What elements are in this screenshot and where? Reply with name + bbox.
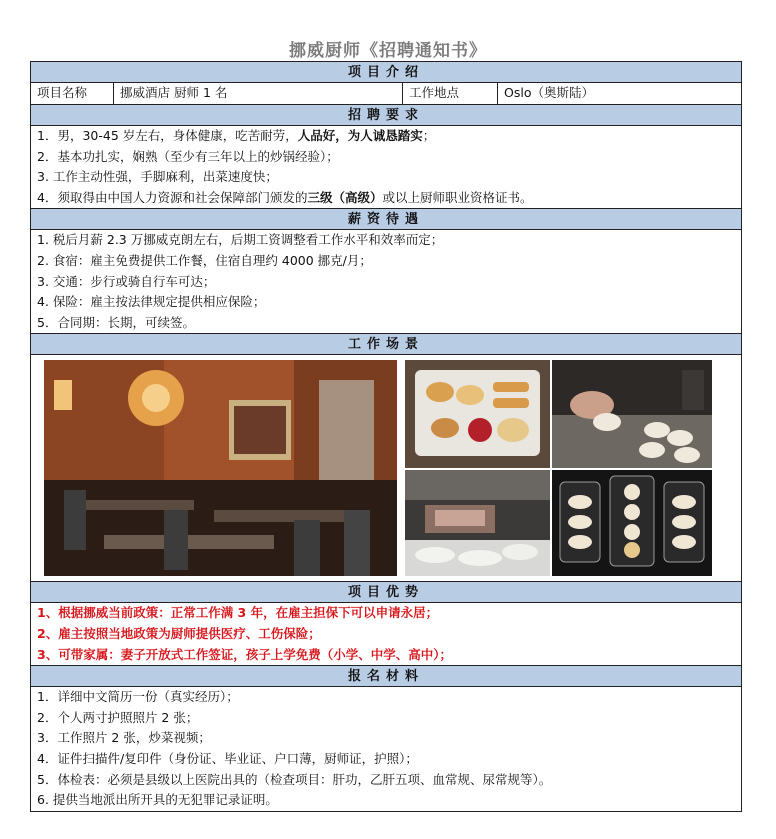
requirement-4-text: 4．须取得由中国人力资源和社会保障部门颁发的 <box>37 189 308 205</box>
section-header-scene: 工作场景 <box>31 334 741 355</box>
section-header-materials: 报名材料 <box>31 666 741 687</box>
section-header-requirements: 招聘要求 <box>31 105 741 126</box>
dumpling-tray-photo <box>405 360 550 468</box>
section-header-advantages: 项目优势 <box>31 582 741 603</box>
project-name-label: 项目名称 <box>37 85 88 100</box>
advantage-item: 2、雇主按照当地政策为厨师提供医疗、工伤保险； <box>37 625 321 641</box>
salary-item: 3. 交通：步行或骑自行车可达； <box>37 273 216 289</box>
materials-list <box>31 687 741 811</box>
material-item: 2．个人两寸护照照片 2 张； <box>37 709 199 725</box>
advantage-item: 1、根据挪威当前政策：正常工作满 3 年，在雇主担保下可以申请永居； <box>37 605 439 621</box>
restaurant-interior-photo <box>44 360 397 576</box>
material-item: 6. 提供当地派出所开具的无犯罪记录证明。 <box>37 792 278 808</box>
advantages-list <box>31 603 741 666</box>
material-item: 4．证件扫描件/复印件（身份证、毕业证、户口薄，厨师证，护照）； <box>37 750 418 766</box>
project-info-row <box>31 83 741 105</box>
material-item: 5．体检表：必须是县级以上医院出具的（检查项目：肝功，乙肝五项、血常规、尿常规等）。 <box>37 771 552 787</box>
requirement-1-end: ； <box>422 128 436 143</box>
requirement-1-emphasis: 人品好，为人诚恳踏实 <box>297 128 423 143</box>
work-scene-photos <box>31 355 741 582</box>
salary-item: 1. 税后月薪 2.3 万挪威克朗左右，后期工资调整看工作水平和效率而定； <box>37 232 444 248</box>
requirement-item-3: 3. 工作主动性强，手脚麻利，出菜速度快； <box>37 169 278 185</box>
document-title: 挪威厨师《招聘通知书》 <box>289 41 487 61</box>
recruitment-table <box>30 61 742 812</box>
work-location-value: Oslo（奥斯陆） <box>497 83 741 104</box>
section-header-salary: 薪资待遇 <box>31 209 741 230</box>
requirement-4-end: 或以上厨师职业资格证书。 <box>382 189 533 205</box>
advantage-item: 3、可带家属：妻子开放式工作签证，孩子上学免费（小学、中学、高中）； <box>37 646 452 662</box>
requirement-item-1 <box>31 126 741 147</box>
requirement-1-text: 1．男，30-45 岁左右，身体健康，吃苦耐劳， <box>37 128 298 143</box>
work-location-label: 工作地点 <box>402 83 497 104</box>
dumpling-making-photo <box>552 360 712 468</box>
material-item: 3．工作照片 2 张，炒菜视频； <box>37 730 211 746</box>
material-item: 1．详细中文简历一份（真实经历）； <box>37 689 239 705</box>
requirements-list <box>31 126 741 209</box>
requirement-item-2: 2．基本功扎实，娴熟（至少有三年以上的炒锅经验）； <box>37 148 339 164</box>
requirement-4-emphasis: 三级（高级） <box>307 189 383 205</box>
section-header-project: 项目介绍 <box>31 62 741 83</box>
salary-item: 2. 食宿：雇主免费提供工作餐，住宿自理约 4000 挪克/月； <box>37 252 372 268</box>
dumpling-boxes-photo <box>552 470 712 576</box>
salary-item: 5．合同期：长期，可续签。 <box>37 314 195 330</box>
kitchen-prep-photo <box>405 470 550 576</box>
requirement-item-4 <box>31 188 741 209</box>
project-name-value: 挪威酒店 厨师 1 名 <box>113 83 402 104</box>
salary-item: 4. 保险：雇主按法律规定提供相应保险； <box>37 294 266 310</box>
salary-list <box>31 230 741 334</box>
